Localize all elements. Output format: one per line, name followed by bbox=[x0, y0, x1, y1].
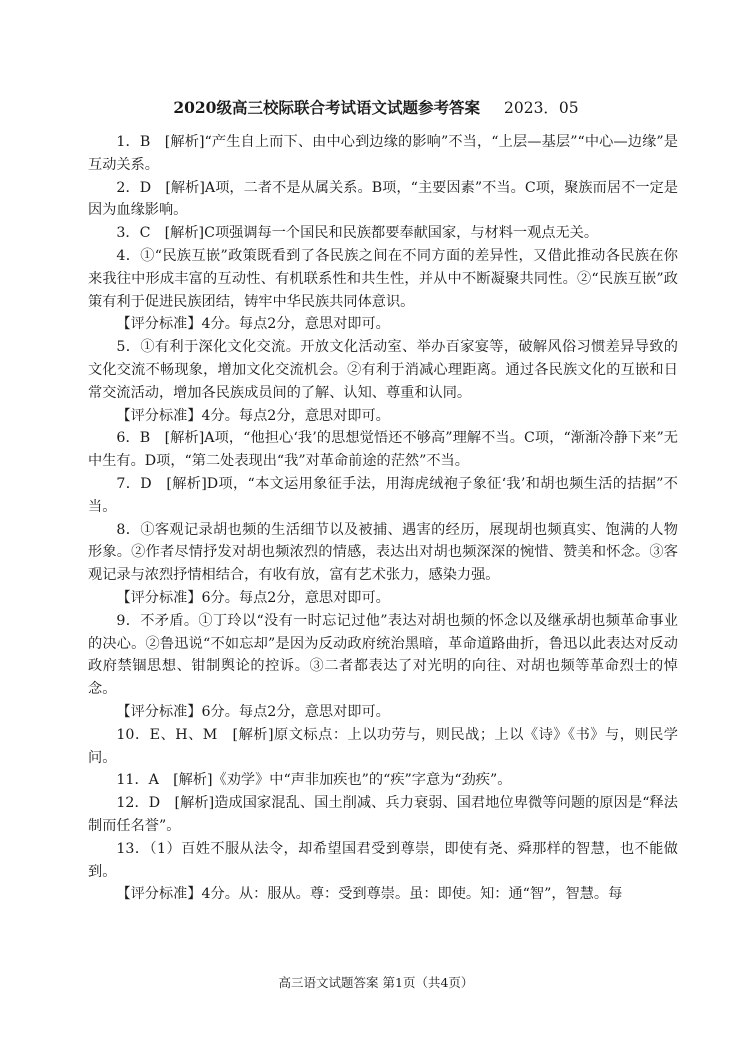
answer-paragraph: 2．D [解析]A项，二者不是从属关系。B项，“主要因素”不当。C项，聚族而居不一定是因为血缘影响。 bbox=[88, 179, 678, 219]
answer-paragraph: 12．D [解析]造成国家混乱、国土削减、兵力衰弱、国君地位卑微等问题的原因是“释法制而任名誉”。 bbox=[88, 795, 678, 834]
title-text: 2020级高三校际联合考试语文试题参考答案 bbox=[173, 98, 480, 117]
answer-paragraph: 13．（1）百姓不服从法令，却希望国君受到尊崇，即使有尧、舜那样的智慧，也不能做到。 bbox=[88, 840, 678, 880]
page-footer: 高三语文试题答案 第1页（共4页） bbox=[278, 975, 474, 990]
answer-paragraph: 11．A [解析]《劝学》中“声非加疾也”的“疾”字意为“劲疾”。 bbox=[116, 772, 512, 789]
exam-date: 2023．05 bbox=[503, 99, 579, 117]
answer-content bbox=[88, 131, 678, 906]
answer-paragraph: 7．D [解析]D项，“本文运用象征手法，用海虎绒袍子象征‘我’和胡也频生活的拮据”不当。 bbox=[88, 475, 678, 515]
answer-paragraph: 1．B [解析]“产生自上而下、由中心到边缘的影响”不当，“上层—基层”“中心—边缘”是互动关系。 bbox=[88, 134, 678, 173]
scoring-standard: 【评分标准】4分。每点2分，意思对即可。 bbox=[116, 407, 390, 424]
answer-paragraph: 3．C [解析]C项强调每一个国民和民族都要奉献国家，与材料一观点无关。 bbox=[116, 225, 599, 242]
answer-paragraph: 4．①“民族互嵌”政策既看到了各民族之间在不同方面的差异性，又借此推动各民族在你来我往中形成丰富的互动性、有机联系性和共生性，并从中不断凝聚共同性。②“民族互嵌”政策有利于促进民族团结，铸牢中华民族共同体意识。 bbox=[88, 247, 678, 310]
scoring-standard: 【评分标准】4分。从：服从。尊：受到尊崇。虽：即使。知：通“智”，智慧。每 bbox=[116, 886, 623, 903]
scoring-standard: 【评分标准】6分。每点2分，意思对即可。 bbox=[116, 703, 390, 720]
page-title bbox=[0, 96, 752, 118]
scoring-standard: 【评分标准】6分。每点2分，意思对即可。 bbox=[116, 589, 390, 606]
scoring-standard: 【评分标准】4分。每点2分，意思对即可。 bbox=[116, 316, 390, 333]
answer-paragraph: 5．①有利于深化文化交流。开放文化活动室、举办百家宴等，破解风俗习惯差异导致的文化交流不畅现象，增加文化交流机会。②有利于消减心理距离。通过各民族文化的互嵌和日常交流活动，增加各民族成员间的了解、认知、尊重和认同。 bbox=[88, 339, 678, 401]
answer-paragraph: 9．不矛盾。①丁玲以“没有一时忘记过他”表达对胡也频的怀念以及继承胡也频革命事业的决心。②鲁迅说“不如忘却”是因为反动政府统治黑暗，革命道路曲折，鲁迅以此表达对反动政府禁锢思想、钳制舆论的控诉。③二者都表达了对光明的向往、对胡也频等革命烈士的悼念。 bbox=[88, 612, 678, 698]
answer-paragraph: 8．①客观记录胡也频的生活细节以及被捕、遇害的经历，展现胡也频真实、饱满的人物形象。②作者尽情抒发对胡也频浓烈的情感，表达出对胡也频深深的惋惜、赞美和怀念。③客观记录与浓烈抒情相结合，有收有放，富有艺术张力，感染力强。 bbox=[88, 521, 678, 584]
answer-paragraph: 6．B [解析]A项，“他担心‘我’的思想觉悟还不够高”理解不当。C项，“渐渐冷静下来”无中生有。D项，“第二处表现出“我”对革命前途的茫然”不当。 bbox=[88, 430, 678, 470]
answer-paragraph: 10．E、H、M [解析]原文标点：上以功劳与，则民战；上以《诗》《书》与，则民学问。 bbox=[88, 726, 678, 766]
